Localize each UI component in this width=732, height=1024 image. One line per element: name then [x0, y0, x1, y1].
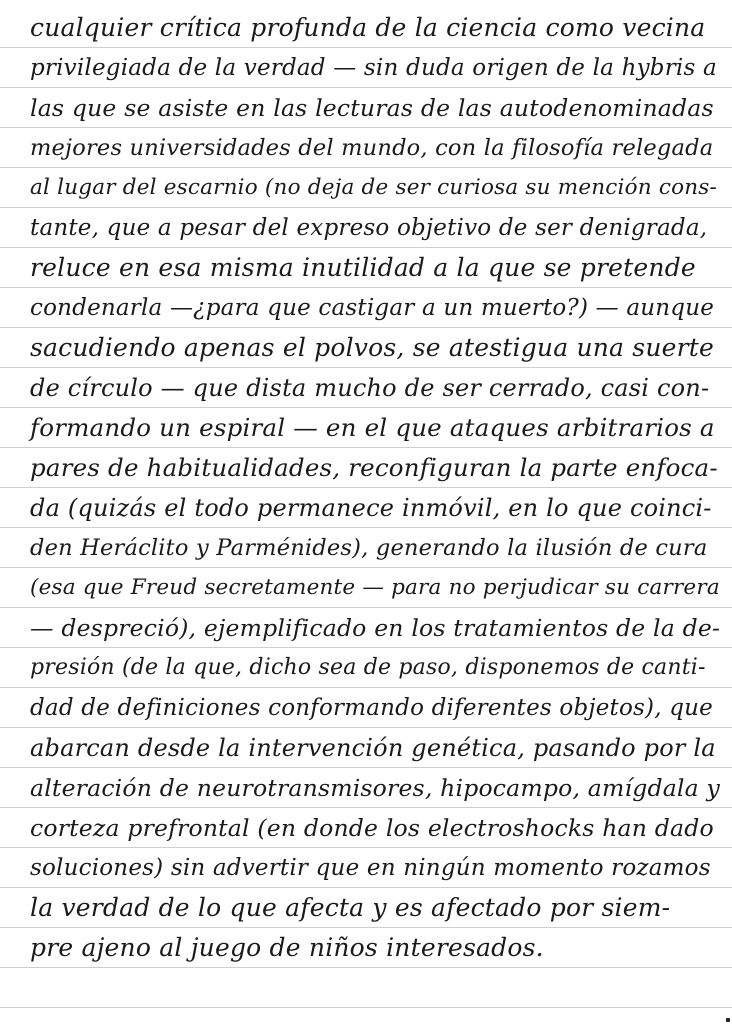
corner-dot	[726, 1018, 730, 1022]
text-line: corteza prefrontal (en donde los electroshocks han dado	[30, 814, 714, 842]
rule-line	[0, 1007, 732, 1008]
text-line: pre ajeno al juego de niños interesados.	[30, 933, 544, 962]
text-line: dad de definiciones conformando diferentes objetos), que	[30, 695, 713, 721]
text-line: presión (de la que, dicho sea de paso, disponemos de canti-	[30, 655, 706, 680]
text-line: mejores universidades del mundo, con la filosofía relegada	[30, 135, 714, 161]
text-line: da (quizás el todo permanece inmóvil, en lo que coinci-	[30, 494, 712, 522]
text-line: privilegiada de la verdad — sin duda origen de la hybris a	[30, 55, 717, 81]
text-line: alteración de neurotransmisores, hipocampo, amígdala y	[30, 774, 720, 802]
text-line: condenarla —¿para que castigar a un muerto?) — aunque	[30, 295, 715, 321]
text-line: sacudiendo apenas el polvos, se atestigua una suerte	[30, 333, 715, 362]
handwritten-text	[30, 8, 720, 968]
text-line: reluce en esa misma inutilidad a la que se pretende	[30, 253, 696, 282]
text-line: soluciones) sin advertir que en ningún momento rozamos	[30, 855, 711, 881]
text-line: de círculo — que dista mucho de ser cerrado, casi con-	[30, 374, 710, 402]
text-line: (esa que Freud secretamente — para no perjudicar su carrera	[30, 575, 720, 600]
text-line: tante, que a pesar del expreso objetivo de ser denigrada,	[30, 215, 708, 241]
text-line: abarcan desde la intervención genética, pasando por la	[30, 734, 716, 762]
text-line: — despreció), ejemplificado en los tratamientos de la de-	[30, 614, 721, 642]
text-line: la verdad de lo que afecta y es afectado por siem-	[30, 893, 671, 922]
text-line: las que se asiste en las lecturas de las autodenominadas	[30, 94, 714, 122]
text-line: cualquier crítica profunda de la ciencia como vecina	[30, 13, 706, 42]
text-line: formando un espiral — en el que ataques arbitrarios a	[30, 413, 715, 442]
text-line: al lugar del escarnio (no deja de ser curiosa su mención cons-	[30, 175, 717, 200]
text-line: pares de habitualidades, reconfiguran la parte enfoca-	[30, 453, 718, 482]
text-line: den Heráclito y Parménides), generando la ilusión de cura	[30, 535, 708, 561]
